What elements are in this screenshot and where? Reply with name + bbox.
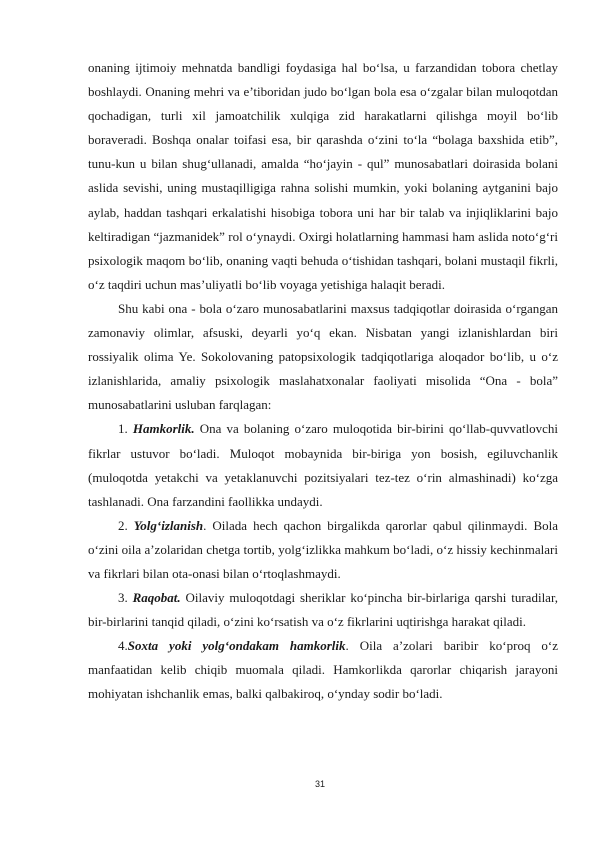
page-number: 31 — [314, 779, 325, 789]
paragraph-research: Shu kabi ona - bola o‘zaro munosabatlarini maxsus tadqiqotlar doirasida o‘rgangan zamonaviy olimlar, afsuski, deyarli yo‘q ekan. Nisbatan yangi izlanishlardan biri rossiyalik olima Ye. Sokolovaning patopsixologik tadqiqotlariga aloqador bo‘lib, u o‘z izlanishlarida, amaliy psixologik maslahatxonalar faoliyati misolida “Ona - bola” munosabatlarini usluban farqlagan: — [88, 300, 558, 413]
list-number: 3. — [118, 590, 133, 606]
list-item-3 — [88, 586, 558, 634]
list-term: Hamkorlik. — [132, 421, 195, 437]
list-item-2 — [88, 514, 558, 586]
list-text: Ona va bolaning o‘zaro muloqotida bir-birini qo‘llab-quvvatlovchi fikrlar ustuvor bo‘ladi. Muloqot mobaynida bir-biriga yon bosish, egiluvchanlik (muloqotda yetakchi va yetaklanuvchi pozitsiyalari tez-tez o‘rin almashinadi) ko‘zga tashlanadi. Ona farzandini faollikka undaydi. — [88, 421, 558, 509]
paragraph-continuation: onaning ijtimoiy mehnatda bandligi foydasiga hal bo‘lsa, u farzandidan tobora chetlay boshlaydi. Onaning mehri va e’tiboridan judo bo‘lgan bola esa o‘zgalar bilan muloqotdan qochadigan, turli xil jamoatchilik xulqiga zid harakatlarni qilishga moyil bo‘lib boraveradi. Boshqa onalar toifasi esa, bir qarashda o‘zini to‘la “bolaga baxshida etib”, tunu-kun u bilan shug‘ullanadi, amalda “ho‘jayin - qul” munosabatlari doirasida bolani aslida sevishi, uning mustaqilligiga rahna solishi mumkin, yoki bolaning aytganini bajo aylab, haddan tashqari erkalatishi hisobiga tobora uni har bir talab va injiqliklarini bajo keltiradigan “jazmanidek” rol o‘ynaydi. Oxirgi holatlarning hammasi ham aslida noto‘g‘ri psixologik maqom bo‘lib, onaning vaqti behuda o‘tishidan tashqari, bolani mustaqil fikrli, o‘z taqdiri uchun mas’uliyatli bo‘lib voyaga yetishiga halaqit beradi. — [88, 60, 558, 292]
list-text: Oilaviy muloqotdagi sheriklar ko‘pincha bir-birlariga qarshi turadilar, bir-birlarini tanqid qiladi, o‘zini ko‘rsatish va o‘z fikrlarini uqtirishga harakat qiladi. — [88, 590, 559, 630]
list-item-1 — [88, 417, 558, 513]
list-term: Soxta yoki yolg‘ondakam hamkorlik — [127, 638, 346, 654]
document-body — [88, 56, 558, 707]
list-item-4 — [88, 634, 558, 706]
list-number: 4. — [118, 638, 128, 654]
list-number: 1. — [118, 421, 133, 437]
list-text: . Oila a’zolari baribir ko‘proq o‘z manfaatidan kelib chiqib muomala qiladi. Hamkorlikda qarorlar chiqarish jarayoni mohiyatan ishchanlik emas, balki qalbakiroq, o‘ynday sodir bo‘ladi. — [88, 638, 559, 702]
list-number: 2. — [118, 517, 134, 533]
list-text: . Oilada hech qachon birgalikda qarorlar qabul qilinmaydi. Bola o‘zini oila a’zolaridan chetga tortib, yolg‘izlikka mahkum bo‘ladi, o‘z hissiy kechinmalari va fikrlari bilan ota-onasi bilan o‘rtoqlashmaydi. — [88, 517, 558, 581]
list-term: Yolg‘izlanish — [133, 517, 204, 533]
list-term: Raqobat. — [132, 590, 181, 606]
